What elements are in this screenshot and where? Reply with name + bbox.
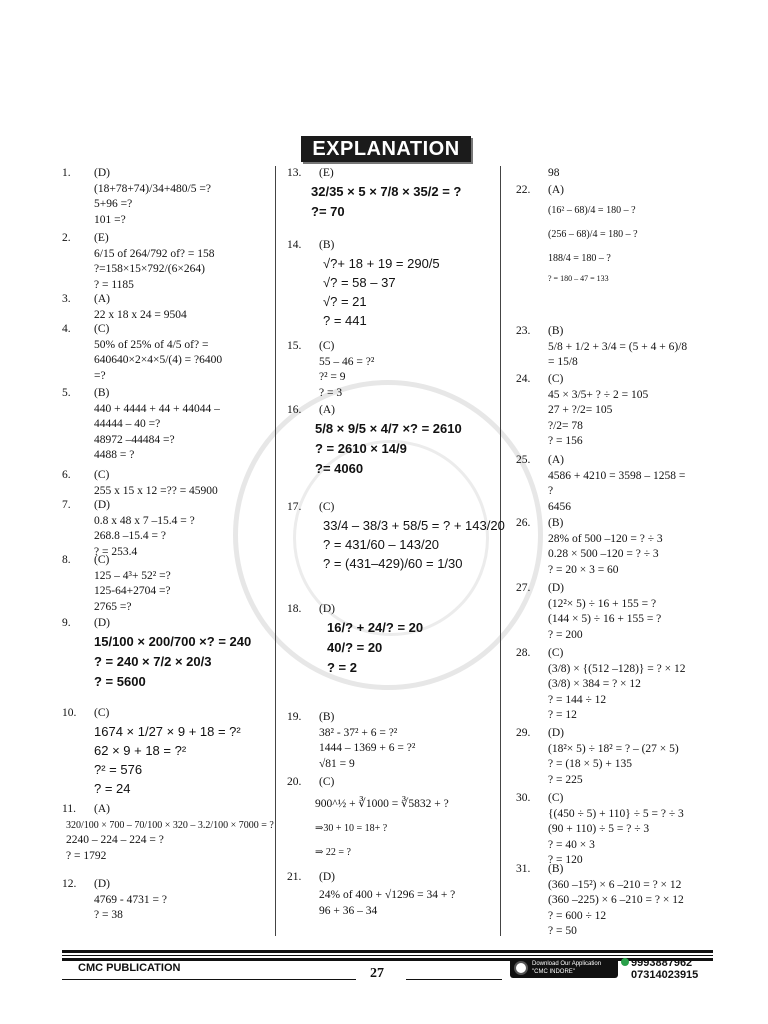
cmc-logo-icon <box>514 961 528 975</box>
page-number: 27 <box>370 966 384 981</box>
question-29: 29. (D) (18²× 5) ÷ 18² = ? – (27 × 5) ? = (18 × 5) + 135 ? = 225 <box>516 727 679 786</box>
phone-2: 07314023915 <box>631 969 699 981</box>
question-6: 6. (C) 255 x 15 x 12 =?? = 45900 <box>62 469 218 497</box>
phone-1: 9993887962 <box>631 957 693 969</box>
question-25: 25. (A) 4586 + 4210 = 3598 – 1258 = ? 6456 <box>516 454 686 513</box>
question-31: 31. (B) (360 –15²) × 6 –210 = ? × 12 (360 –225) × 6 –210 = ? × 12 ? = 600 ÷ 12 ? = 50 <box>516 863 684 937</box>
question-18: 18. (D) 16/? + 24/? = 20 40/? = 20 ? = 2 <box>287 603 424 675</box>
question-19: 19. (B) 38² - 37² + 6 = ?² 1444 – 1369 + 6 = ?² √81 = 9 <box>287 711 416 770</box>
question-1: 1. (D) (18+78+74)/34+480/5 =? 5+96 =? 101 =? <box>62 167 211 226</box>
footer-rule <box>62 955 713 956</box>
question-30: 30. (C) {(450 ÷ 5) + 110} ÷ 5 = ? ÷ 3 (90 + 110) ÷ 5 = ? ÷ 3 ? = 40 × 3 ? = 120 <box>516 792 684 866</box>
column-divider <box>275 166 276 936</box>
question-3: 3. (A) 22 x 18 x 24 = 9504 <box>62 293 187 321</box>
app-badge-line1: Download Our Application <box>532 961 602 967</box>
question-27: 27. (D) (12²× 5) ÷ 16 + 155 = ? (144 × 5) ÷ 16 + 155 = ? ? = 200 <box>516 582 662 641</box>
question-12: 12. (D) 4769 - 4731 = ? ? = 38 <box>62 878 167 921</box>
app-badge-line2: "CMC INDORE" <box>532 969 575 975</box>
footer-rule <box>62 950 713 953</box>
question-26: 26. (B) 28% of 500 –120 = ? ÷ 3 0.28 × 500 –120 = ? ÷ 3 ? = 20 × 3 = 60 <box>516 517 663 576</box>
question-9: 9. (D) 15/100 × 200/700 ×? = 240 ? = 240 × 7/2 × 20/3 ? = 5600 <box>62 617 252 689</box>
question-23: 23. (B) 5/8 + 1/2 + 3/4 = (5 + 4 + 6)/8 = 15/8 <box>516 325 688 368</box>
question-8: 8. (C) 125 – 4³+ 52² =? 125-64+2704 =? 2765 =? <box>62 554 171 613</box>
question-22: 22. (A) (16² – 68)/4 = 180 – ? (256 – 68)/4 = 180 – ? 188/4 = 180 – ? ? = 180 – 47 = 133 <box>516 184 638 283</box>
question-5: 5. (B) 440 + 4444 + 44 + 44044 – 44444 – 40 =? 48972 –44484 =? 4488 = ? <box>62 387 220 461</box>
question-21: 21. (D) 24% of 400 + √1296 = 34 + ? 96 + 36 – 34 <box>287 871 456 917</box>
download-app-badge[interactable] <box>510 958 618 978</box>
question-11: 11. (A) 320/100 × 700 – 70/100 × 320 – 3.2/100 × 7000 = ? 2240 – 224 – 224 = ? ? = 1792 <box>62 803 274 862</box>
question-7: 7. (D) 0.8 x 48 x 7 –15.4 = ? 268.8 –15.4 = ? ? = 253.4 <box>62 499 195 558</box>
question-2: 2. (E) 6/15 of 264/792 of? = 158 ?=158×15×792/(6×264) ? = 1185 <box>62 232 215 291</box>
question-4: 4. (C) 50% of 25% of 4/5 of? = 640640×2×4×5/(4) = ?6400 =? <box>62 323 223 382</box>
question-14: 14. (B) √?+ 18 + 19 = 290/5 √? = 58 – 37 √? = 21 ? = 441 <box>287 239 440 328</box>
question-17: 17. (C) 33/4 – 38/3 + 58/5 = ? + 143/20 ? = 431/60 – 143/20 ? = (431–429)/60 = 1/30 <box>287 501 505 571</box>
page-title: EXPLANATION <box>301 136 471 162</box>
footer-underline <box>62 979 356 980</box>
question-28: 28. (C) (3/8) × {(512 –128)} = ? × 12 (3/8) × 384 = ? × 12 ? = 144 ÷ 12 ? = 12 <box>516 647 686 721</box>
question-24: 24. (C) 45 × 3/5+ ? ÷ 2 = 105 27 + ?/2= 105 ?/2= 78 ? = 156 <box>516 373 649 447</box>
question-20: 20. (C) 900^½ + ∛1000 = ∛5832 + ? ⇒30 + 10 = 18+ ? ⇒ 22 = ? <box>287 776 449 858</box>
question-21-continued: 98 <box>548 167 560 179</box>
whatsapp-icon <box>621 958 629 966</box>
publisher-name: CMC PUBLICATION <box>78 962 181 974</box>
question-13: 13. (E) 32/35 × 5 × 7/8 × 35/2 = ? ?= 70 <box>287 167 462 219</box>
contact-phones <box>621 957 698 981</box>
question-15: 15. (C) 55 – 46 = ?² ?² = 9 ? = 3 <box>287 340 375 399</box>
question-16: 16. (A) 5/8 × 9/5 × 4/7 ×? = 2610 ? = 2610 × 14/9 ?= 4060 <box>287 404 462 476</box>
question-10: 10. (C) 1674 × 1/27 × 9 + 18 = ?² 62 × 9 + 18 = ?² ?² = 576 ? = 24 <box>62 707 241 796</box>
footer-underline <box>406 979 502 980</box>
